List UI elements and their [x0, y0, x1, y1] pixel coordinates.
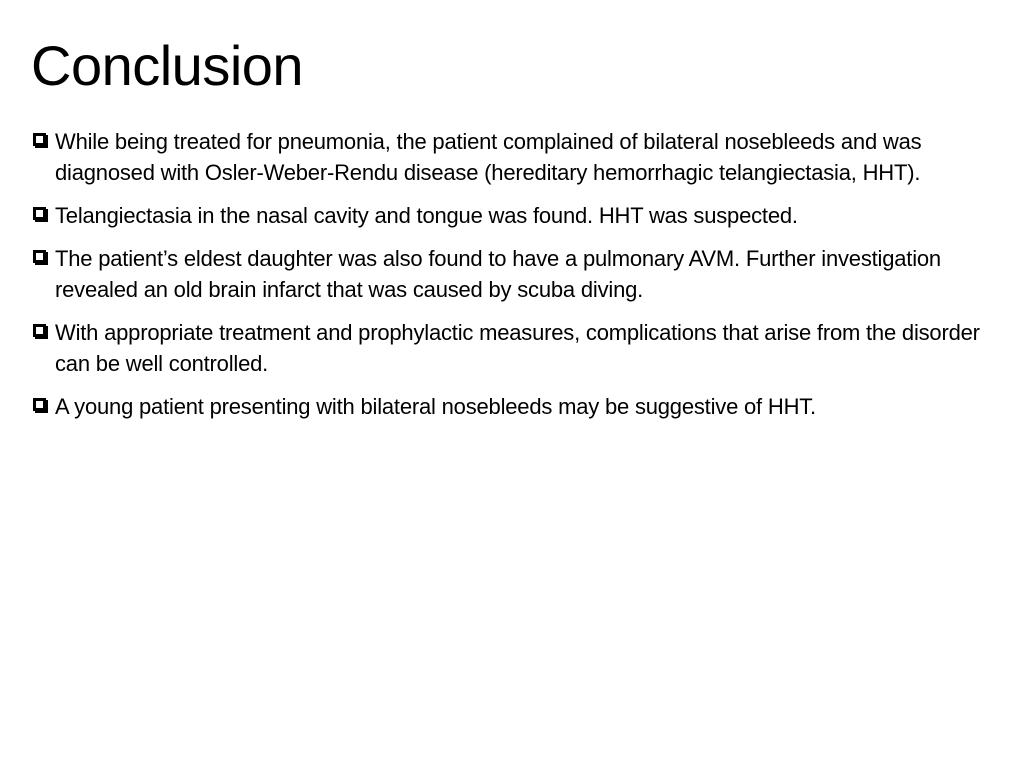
square-bullet-icon [33, 207, 46, 220]
bullet-item [33, 317, 1003, 379]
bullet-item [33, 126, 1003, 188]
slide-title: Conclusion [31, 34, 304, 97]
bullet-text: The patient’s eldest daughter was also found to have a pulmonary AVM. Further investigation revealed an old brain infarct that was caused by scuba diving. [55, 246, 941, 302]
bullet-text: While being treated for pneumonia, the patient complained of bilateral nosebleeds and was diagnosed with Osler-Weber-Rendu disease (hereditary hemorrhagic telangiectasia, HHT). [55, 129, 922, 185]
bullet-text: A young patient presenting with bilateral nosebleeds may be suggestive of HHT. [55, 394, 816, 419]
bullet-text: Telangiectasia in the nasal cavity and tongue was found. HHT was suspected. [55, 203, 798, 228]
bullet-item [33, 243, 1003, 305]
square-bullet-icon [33, 133, 46, 146]
square-bullet-icon [33, 324, 46, 337]
square-bullet-icon [33, 250, 46, 263]
bullet-item [33, 200, 1003, 231]
bullet-text: With appropriate treatment and prophylactic measures, complications that arise from the disorder can be well controlled. [55, 320, 980, 376]
bullet-item [33, 391, 1003, 422]
bullet-list [33, 126, 1003, 434]
square-bullet-icon [33, 398, 46, 411]
